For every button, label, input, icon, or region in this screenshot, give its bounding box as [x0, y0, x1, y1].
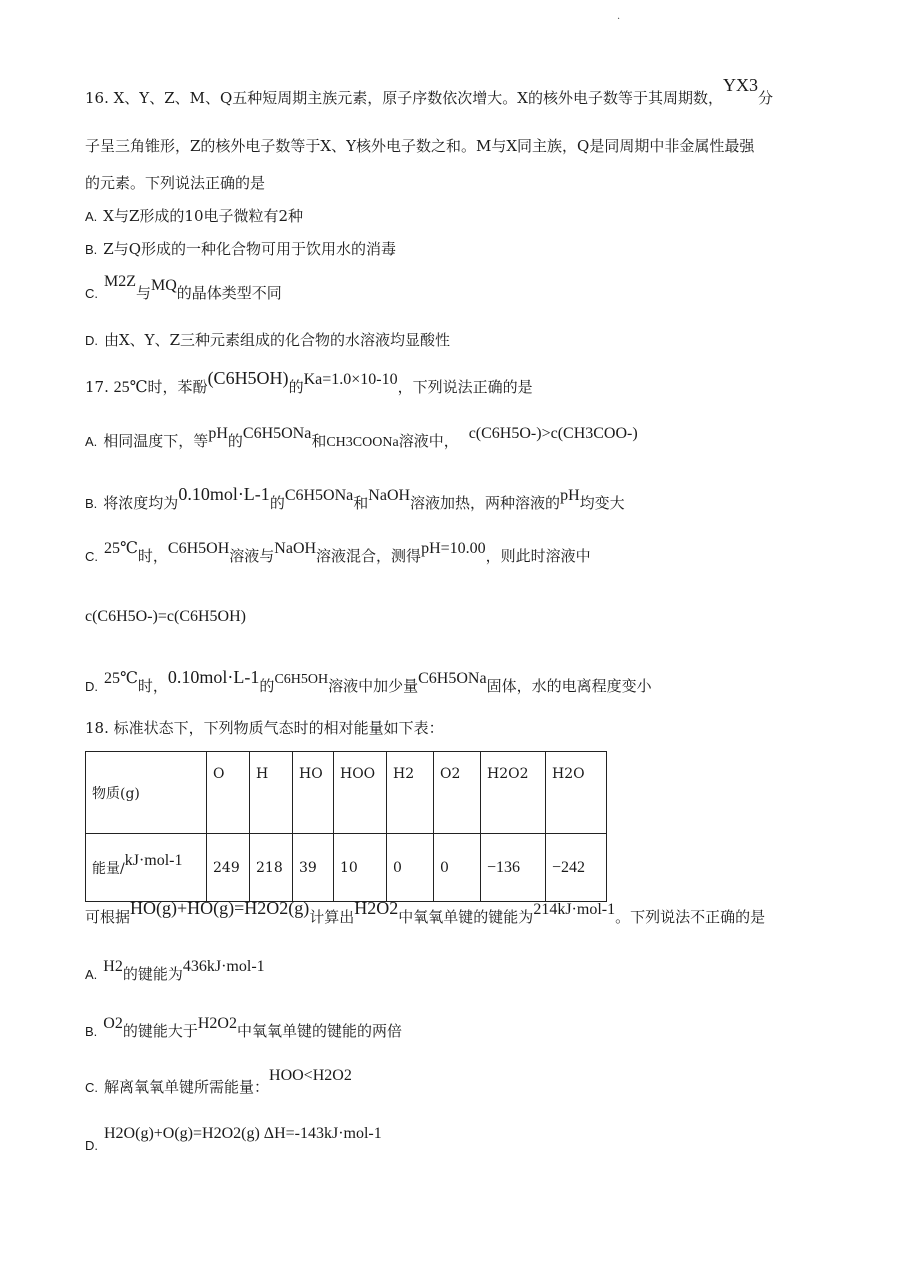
temperature: 25℃: [113, 379, 148, 396]
formula-c6h5oh: C6H5OH: [274, 672, 329, 687]
q18-stem: 18. 标准状态下，下列物质气态时的相对能量如下表：: [85, 719, 444, 737]
option-text: 解离氧氧单键所需能量：: [104, 1078, 270, 1096]
q16-option-a: [85, 207, 303, 227]
option-label: C.: [85, 549, 98, 564]
table-cell: 249: [207, 834, 250, 902]
q17-option-d: [85, 667, 652, 698]
ph-symbol: pH: [208, 425, 228, 442]
option-text: 溶液与: [229, 547, 275, 565]
option-text: ，则此时溶液中: [485, 547, 591, 565]
formula-thermochemical-equation: H2O(g)+O(g)=H2O2(g) ΔH=-143kJ·mol-1: [104, 1125, 382, 1142]
concentration: 0.10mol·L-1: [167, 667, 260, 687]
table-cell: O2: [434, 752, 481, 834]
formula-c6h5oh: C6H5OH: [167, 540, 230, 557]
q18-option-a: [85, 958, 265, 986]
formula-c6h5ona: C6H5ONa: [284, 487, 354, 504]
option-label: C.: [85, 286, 98, 301]
formula-ch3coona: CH3COONa: [326, 435, 399, 450]
stem-text: 的: [288, 378, 304, 396]
option-text: 的: [227, 432, 243, 450]
ph-symbol: pH: [560, 487, 580, 504]
concentration: 0.10mol·L-1: [178, 484, 270, 504]
option-label: A.: [85, 209, 98, 224]
q16-stem-text: 16. X、Y、Z、M、Q五种短周期主族元素，原子序数依次增大。X的核外电子数等于其周期数，: [85, 89, 723, 107]
q17-option-c: [85, 540, 591, 568]
q17-stem: [85, 368, 533, 399]
option-text: 的键能为: [122, 965, 183, 983]
option-label: D.: [85, 679, 98, 694]
q17-option-c-equation: [85, 607, 246, 628]
table-cell: H2O: [546, 752, 607, 834]
table-cell: H2: [387, 752, 434, 834]
option-text: 固体，水的电离程度变小: [486, 677, 652, 695]
energy-label: 能量/: [92, 860, 125, 877]
temperature: 25℃: [104, 540, 138, 557]
formula-h2o2: H2O2: [197, 1015, 237, 1032]
q18-option-c: [85, 1067, 352, 1099]
formula-o2: O2: [103, 1015, 123, 1032]
question-number: 17.: [85, 378, 109, 396]
option-label: C.: [85, 1080, 98, 1095]
formula-equality: c(C6H5O-)=c(C6H5OH): [85, 608, 246, 625]
option-text: 时，: [137, 677, 168, 695]
option-text: 溶液中加少量: [328, 677, 419, 695]
table-cell: H: [250, 752, 293, 834]
option-label: B.: [85, 242, 98, 257]
table-cell: HOO: [334, 752, 387, 834]
formula-yx3: YX3: [722, 75, 758, 95]
q16-option-b: [85, 240, 396, 260]
formula-mq: MQ: [151, 277, 177, 294]
q16-stem-tail: 分: [757, 89, 773, 107]
option-label: D.: [85, 333, 98, 348]
energy-table: [85, 751, 607, 902]
table-row-species: [86, 752, 607, 834]
option-label: A.: [85, 434, 98, 449]
option-text: 溶液中，: [398, 432, 459, 450]
table-cell: O: [207, 752, 250, 834]
option-text: 相同温度下，等: [103, 432, 209, 450]
q18-option-d: [85, 1125, 382, 1157]
table-cell: 0: [387, 834, 434, 902]
option-text: 的: [269, 494, 285, 512]
stem-text: 可根据: [85, 908, 131, 926]
option-text: 溶液加热，两种溶液的: [410, 494, 561, 512]
stem-text: 计算出: [309, 908, 355, 926]
q16-stem-line-3: 的元素。下列说法正确的是: [85, 174, 266, 192]
stem-text: ，下列说法正确的是: [397, 378, 533, 396]
option-label: D.: [85, 1138, 98, 1153]
option-text: 由X、Y、Z三种元素组成的化合物的水溶液均显酸性: [104, 331, 451, 349]
option-text: 的晶体类型不同: [176, 284, 282, 302]
q18-option-b: [85, 1015, 402, 1043]
table-cell: −242: [546, 834, 607, 902]
energy-unit: kJ·mol-1: [124, 851, 183, 869]
stem-text: 。下列说法不正确的是: [615, 908, 766, 926]
option-text: 中氧氧单键的键能的两倍: [236, 1022, 402, 1040]
table-header-species: 物质(g): [86, 752, 207, 834]
table-cell: HO: [293, 752, 334, 834]
page-marker: ·: [617, 14, 621, 25]
table-cell: 39: [293, 834, 334, 902]
option-text: 的: [259, 677, 275, 695]
option-text: 时，: [137, 547, 168, 565]
stem-text: 时，苯酚: [147, 378, 208, 396]
table-cell: 218: [250, 834, 293, 902]
option-text: 的键能大于: [122, 1022, 198, 1040]
formula-phenol: (C6H5OH): [207, 368, 289, 388]
ka-value: Ka=1.0×10-10: [303, 371, 398, 388]
stem-text: 中氧氧单键的键能为: [398, 908, 534, 926]
q17-option-a: [85, 425, 638, 453]
option-label: B.: [85, 1024, 98, 1039]
formula-c6h5ona: C6H5ONa: [418, 670, 487, 687]
formula-h2o2: H2O2: [354, 898, 399, 918]
connector-text: 与: [136, 284, 152, 302]
table-cell: H2O2: [481, 752, 546, 834]
option-text: 和: [353, 494, 369, 512]
bond-energy: 436kJ·mol-1: [182, 958, 265, 975]
table-row-energy: [86, 834, 607, 902]
q17-option-b: [85, 484, 625, 515]
formula-comparison: HOO<H2O2: [269, 1067, 352, 1084]
option-text: X与Z形成的10电子微粒有2种: [103, 207, 304, 225]
table-cell: −136: [481, 834, 546, 902]
q16-option-c: [85, 273, 282, 305]
option-text: 溶液混合，测得: [316, 547, 422, 565]
table-header-energy: [86, 834, 207, 902]
q16-stem-line-2: 子呈三角锥形，Z的核外电子数等于X、Y核外电子数之和。M与X同主族，Q是同周期中非金属性最强: [85, 137, 755, 155]
formula-c6h5ona: C6H5ONa: [242, 425, 312, 442]
table-cell: 0: [434, 834, 481, 902]
formula-naoh: NaOH: [368, 487, 411, 504]
ph-value: pH=10.00: [421, 540, 486, 557]
formula-reaction: HO(g)+HO(g)=H2O2(g): [130, 898, 310, 918]
formula-m2z: M2Z: [104, 273, 136, 290]
formula-naoh: NaOH: [274, 540, 317, 557]
option-text: Z与Q形成的一种化合物可用于饮用水的消毒: [103, 240, 397, 258]
bond-energy: 214kJ·mol-1: [533, 901, 616, 918]
option-text: 均变大: [579, 494, 625, 512]
q16-stem-line-1: [85, 75, 773, 109]
formula-h2: H2: [103, 958, 123, 975]
table-cell: 10: [334, 834, 387, 902]
option-label: A.: [85, 967, 98, 982]
option-label: B.: [85, 496, 98, 511]
option-text: 和: [311, 432, 327, 450]
temperature: 25℃: [104, 670, 138, 687]
q18-description: [85, 898, 766, 929]
formula-inequality: c(C6H5O-)>c(CH3COO-): [468, 425, 638, 442]
q16-option-d: [85, 331, 450, 351]
option-text: 将浓度均为: [103, 494, 179, 512]
